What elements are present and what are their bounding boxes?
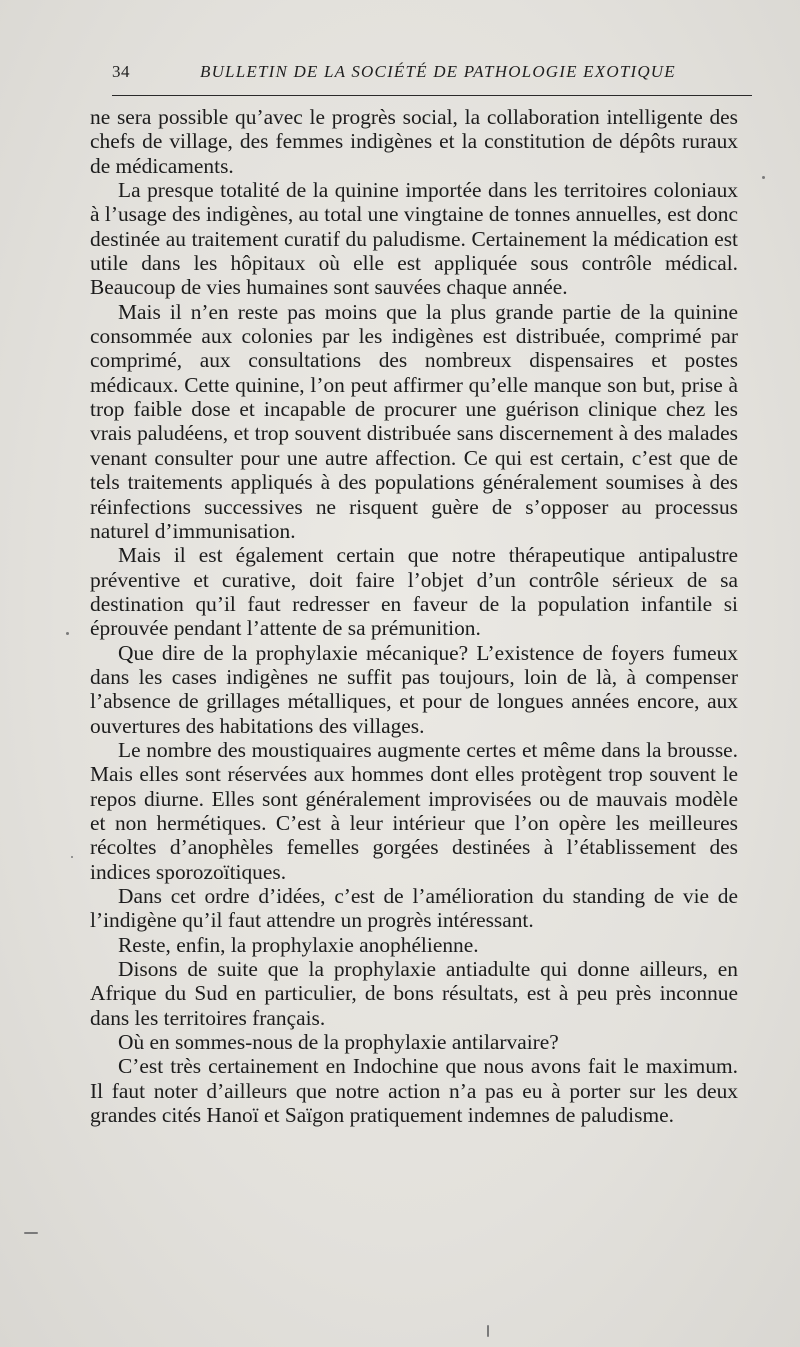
running-title: BULLETIN DE LA SOCIÉTÉ DE PATHOLOGIE EXOTIQUE bbox=[200, 62, 676, 81]
paragraph-quinine-distribution: Mais il n’en reste pas moins que la plus grande partie de la quinine consommée aux colonies par les indigènes est distribuée, comprimé par comprimé, aux consultations des nombreux dispensaires et postes médicaux. Cette quinine, l’on peut affirmer qu’elle manque son but, prise à trop faible dose et incapable de procurer une guérison clinique chez les vrais paludéens, et trop souvent distribuée sans discernement à des malades venant consulter pour une autre affection. Ce qui est certain, c’est que de tels traitements appliqués à des populations généralement soumises à des réinfections successives ne risquent guère de s’opposer au processus naturel d’immunisation. bbox=[90, 299, 738, 543]
scan-speck bbox=[762, 176, 765, 179]
page-number: 34 bbox=[112, 62, 130, 81]
paragraph-mosquito-nets: Le nombre des moustiquaires augmente certes et même dans la brousse. Mais elles sont réservées aux hommes dont elles protègent trop souvent le repos diurne. Elles sont généralement improvisées ou de mauvais modèle et non hermétiques. C’est à leur intérieur que l’on opère les meilleures récoltes d’anophèles femelles gorgées destinées à l’établissement des indices sporozoïtiques. bbox=[90, 737, 738, 884]
paragraph-mechanical-prophylaxis: Que dire de la prophylaxie mécanique? L’existence de foyers fumeux dans les cases indigènes ne suffit pas toujours, loin de là, à compenser l’absence de grillages métalliques, et pour de longues années encore, aux ouvertures des habitations des villages. bbox=[90, 640, 738, 738]
scan-speck bbox=[71, 856, 73, 858]
paragraph-antiadult: Disons de suite que la prophylaxie antiadulte qui donne ailleurs, en Afrique du Sud en particulier, de bons résultats, est à peu près inconnue dans les territoires français. bbox=[90, 957, 738, 1030]
paragraph-antilarval-question: Où en sommes-nous de la prophylaxie antilarvaire? bbox=[118, 1030, 559, 1055]
scan-speck bbox=[66, 632, 69, 635]
paragraph-therapeutic-control: Mais il est également certain que notre thérapeutique antipalustre préventive et curative, doit faire l’objet d’un contrôle sérieux de sa destination qu’il faut redresser en faveur de la population infantile si éprouvée pendant l’attente de sa prémunition. bbox=[90, 543, 738, 641]
header-rule bbox=[112, 95, 752, 96]
paragraph-quinine-import: La presque totalité de la quinine importée dans les territoires coloniaux à l’usage des indigènes, au total une vingtaine de tonnes annuelles, est donc destinée au traitement curatif du paludisme. Certainement la médication est utile dans les hôpitaux où elle est appliquée sous contrôle médical. Beaucoup de vies humaines sont sauvées chaque année. bbox=[90, 178, 738, 300]
paragraph-anopheline: Reste, enfin, la prophylaxie anophélienne. bbox=[118, 932, 479, 957]
paragraph-continuation: ne sera possible qu’avec le progrès social, la collaboration intelligente des chefs de village, des femmes indigènes et la constitution de dépôts ruraux de médicaments. bbox=[90, 105, 738, 178]
scan-speck bbox=[24, 1232, 38, 1234]
scan-speck bbox=[487, 1325, 489, 1337]
body-text bbox=[90, 105, 738, 1127]
page-header bbox=[112, 62, 752, 86]
paragraph-living-standard: Dans cet ordre d’idées, c’est de l’amélioration du standing de vie de l’indigène qu’il faut attendre un progrès intéressant. bbox=[90, 884, 738, 933]
paragraph-indochina: C’est très certainement en Indochine que nous avons fait le maximum. Il faut noter d’ailleurs que notre action n’a pas eu à porter sur les deux grandes cités Hanoï et Saïgon pratiquement indemnes de paludisme. bbox=[90, 1054, 738, 1128]
